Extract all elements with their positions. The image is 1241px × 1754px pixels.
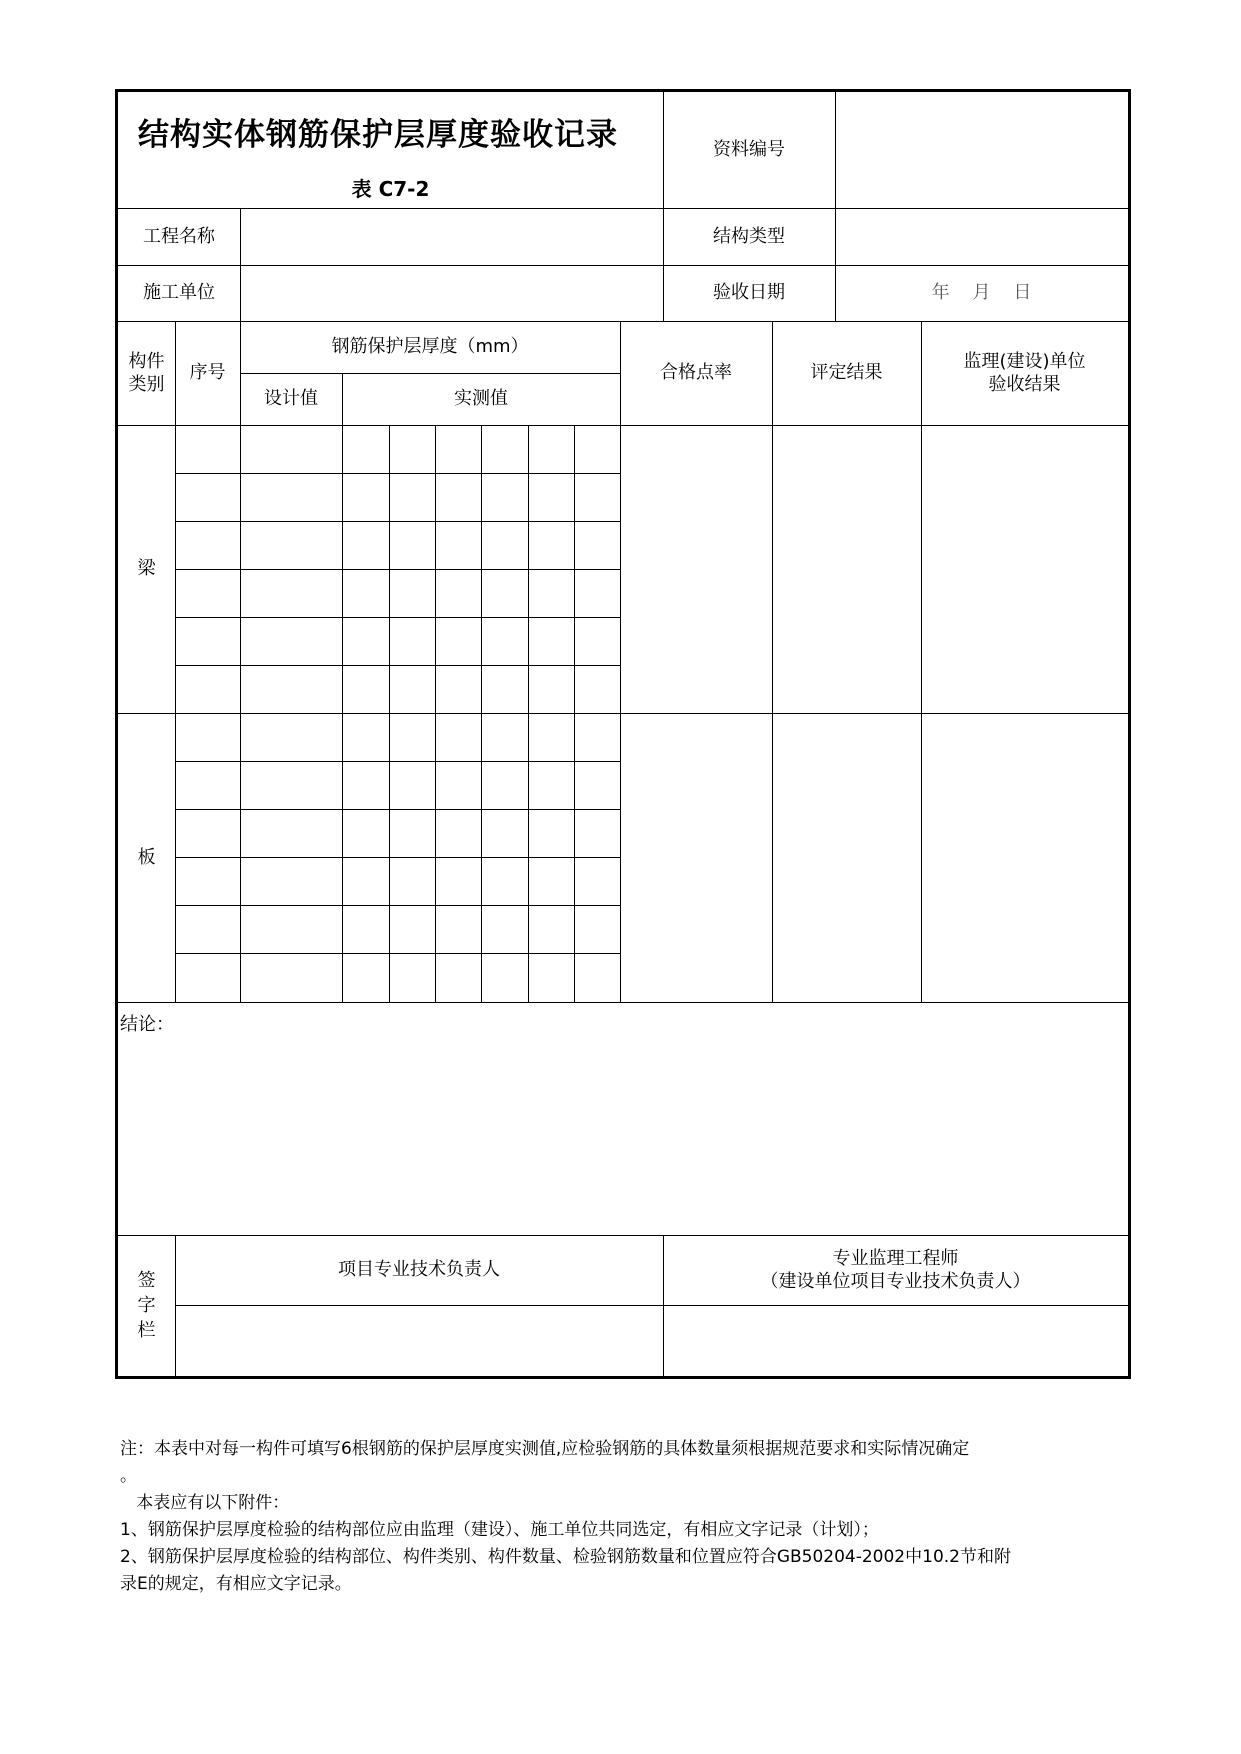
- grid-line: [118, 713, 1128, 714]
- grid-line: [118, 208, 1128, 209]
- note-line: 本表应有以下附件：: [120, 1493, 290, 1513]
- col-pass-rate: 合格点率: [660, 362, 732, 384]
- structure-type-label: 结构类型: [713, 225, 785, 247]
- form-title: 结构实体钢筋保护层厚度验收记录: [138, 116, 618, 153]
- acceptance-record-form: [115, 89, 1131, 1379]
- grid-line: [175, 569, 620, 570]
- doc-no-field[interactable]: [835, 92, 1128, 208]
- construction-unit-field[interactable]: [240, 265, 663, 321]
- grid-line: [663, 1235, 664, 1376]
- conclusion-label: 结论：: [120, 1014, 174, 1036]
- col-supervision: 监理(建设)单位 验收结果: [963, 350, 1086, 395]
- col-evaluation: 评定结果: [810, 362, 883, 384]
- grid-line: [175, 905, 620, 906]
- col-design-value: 设计值: [264, 388, 318, 410]
- conclusion-field[interactable]: [118, 1042, 1128, 1232]
- footnotes: [120, 1436, 1120, 1598]
- grid-line: [175, 521, 620, 522]
- note-line: 。: [120, 1466, 137, 1486]
- signature-field-supervisor[interactable]: [663, 1305, 1128, 1376]
- acceptance-date-label: 验收日期: [713, 282, 785, 304]
- note-line: 2、钢筋保护层厚度检验的结构部位、构件类别、构件数量、检验钢筋数量和位置应符合GB50204-2002中10.2节和附: [120, 1547, 1011, 1567]
- signature-field-tech-lead[interactable]: [175, 1305, 663, 1376]
- grid-line: [240, 208, 241, 321]
- grid-line: [175, 1235, 176, 1376]
- col-cover-thickness: 钢筋保护层厚度（mm）: [331, 336, 529, 358]
- grid-line: [663, 92, 664, 208]
- project-name-field[interactable]: [240, 208, 663, 265]
- grid-line: [620, 321, 621, 1002]
- grid-line: [663, 208, 664, 321]
- col-serial: 序号: [189, 362, 226, 384]
- grid-line: [175, 953, 620, 954]
- signature-label: 签 字 栏: [137, 1269, 156, 1342]
- form-code: 表 C7-2: [351, 177, 430, 201]
- grid-line: [835, 92, 836, 208]
- grid-line: [342, 373, 343, 1002]
- col-measured-value: 实测值: [454, 388, 508, 410]
- structure-type-field[interactable]: [835, 208, 1128, 265]
- grid-line: [175, 665, 620, 666]
- grid-line: [772, 321, 773, 1002]
- grid-line: [175, 473, 620, 474]
- grid-line: [118, 1235, 1128, 1236]
- note-line: 录E的规定，有相应文字记录。: [120, 1574, 352, 1594]
- signature-col-tech-lead: 项目专业技术负责人: [338, 1259, 500, 1281]
- grid-line: [435, 425, 436, 1002]
- note-line: 注：本表中对每一构件可填写6根钢筋的保护层厚度实测值,应检验钢筋的具体数量须根据规范要求和实际情况确定: [120, 1439, 970, 1459]
- grid-line: [175, 761, 620, 762]
- group-slab-label: 板: [137, 846, 156, 868]
- grid-line: [481, 425, 482, 1002]
- acceptance-date-field[interactable]: 年 月 日: [931, 282, 1032, 304]
- construction-unit-label: 施工单位: [143, 282, 215, 304]
- note-line: 1、钢筋保护层厚度检验的结构部位应由监理（建设）、施工单位共同选定，有相应文字记录（计划）；: [120, 1520, 879, 1540]
- group-beam-label: 梁: [137, 558, 156, 580]
- grid-line: [240, 321, 241, 1002]
- grid-line: [118, 321, 1128, 322]
- grid-line: [118, 425, 1128, 426]
- grid-line: [175, 617, 620, 618]
- grid-line: [118, 265, 1128, 266]
- grid-line: [175, 857, 620, 858]
- grid-line: [574, 425, 575, 1002]
- grid-line: [528, 425, 529, 1002]
- grid-line: [118, 1002, 1128, 1003]
- project-name-label: 工程名称: [143, 225, 215, 247]
- grid-line: [921, 321, 922, 1002]
- doc-no-label: 资料编号: [713, 139, 785, 161]
- grid-line: [240, 373, 620, 374]
- grid-line: [389, 425, 390, 1002]
- signature-col-supervisor: 专业监理工程师 （建设单位项目专业技术负责人）: [760, 1247, 1031, 1292]
- grid-line: [175, 809, 620, 810]
- grid-line: [175, 1305, 1128, 1306]
- grid-line: [835, 208, 836, 321]
- col-component-type: 构件 类别: [128, 350, 165, 395]
- grid-line: [175, 321, 176, 1002]
